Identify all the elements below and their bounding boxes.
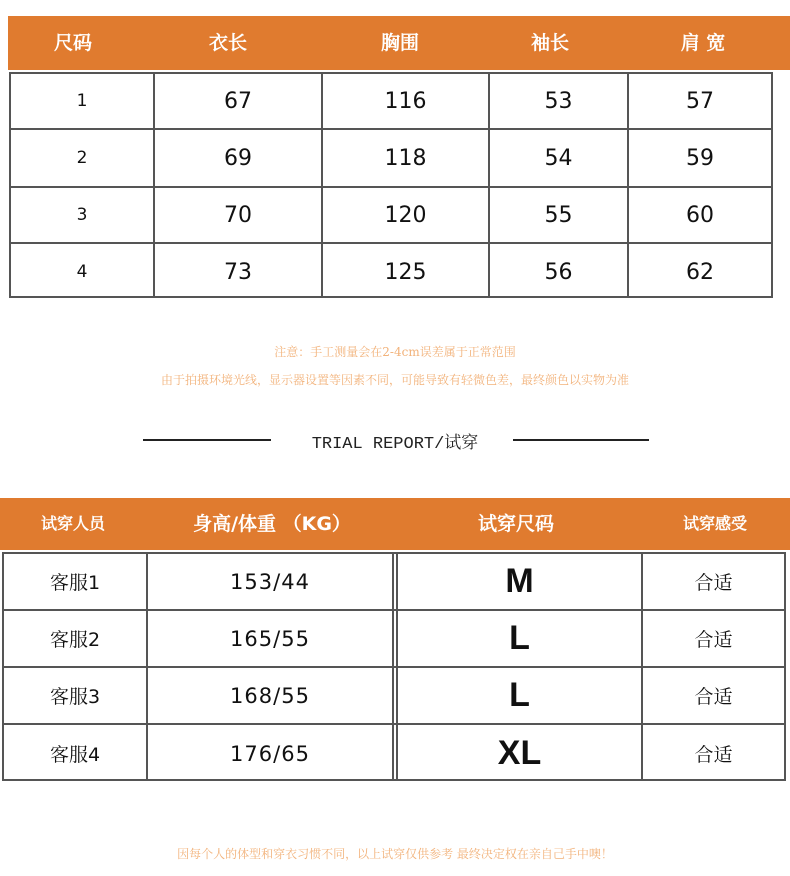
trial-disclaimer: 因每个人的体型和穿衣习惯不同，以上试穿仅供参考 最终决定权在亲自己手中噢！ (177, 847, 613, 861)
sleeve-cell: 55 (544, 202, 573, 228)
feedback-cell: 合适 (694, 629, 733, 651)
chest-cell: 118 (384, 145, 427, 171)
shoulder-cell: 60 (686, 202, 714, 228)
table-row (4, 611, 784, 668)
trial-size-cell: L (509, 619, 530, 657)
size-header-cell: 尺码 (53, 32, 92, 54)
tester-cell: 客服3 (49, 686, 101, 708)
height-weight-cell: 153/44 (230, 569, 310, 594)
feedback-cell: 合适 (694, 744, 733, 766)
trial-header-cell: 试穿人员 (40, 514, 105, 533)
sleeve-cell: 53 (544, 88, 573, 114)
height-weight-cell: 168/55 (230, 683, 310, 708)
table-row (11, 188, 771, 244)
length-cell: 69 (224, 145, 252, 171)
trial-report-title: TRIAL REPORT/试穿 (311, 435, 479, 454)
trial-header-cell: 试穿尺码 (477, 513, 554, 535)
table-row (11, 130, 771, 188)
title-rule-right (513, 439, 649, 441)
table-row (4, 554, 784, 611)
size-header-cell: 袖长 (530, 32, 569, 54)
size-cell: 3 (76, 205, 88, 225)
size-header-cell: 衣长 (208, 32, 247, 54)
height-weight-cell: 165/55 (230, 626, 310, 651)
size-cell: 4 (76, 262, 88, 282)
sleeve-cell: 56 (544, 259, 573, 285)
table-row (4, 725, 784, 782)
trial-size-cell: XL (497, 734, 542, 772)
trial-header-cell: 身高/体重 （KG） (193, 513, 351, 535)
size-table (9, 72, 773, 298)
feedback-cell: 合适 (694, 572, 733, 594)
length-cell: 70 (224, 202, 252, 228)
trial-table-header (0, 498, 790, 550)
table-row (4, 668, 784, 725)
size-header-cell: 胸围 (380, 32, 419, 54)
size-table-header (8, 16, 790, 70)
length-cell: 73 (224, 259, 252, 285)
table-row (11, 74, 771, 130)
table-row (11, 244, 771, 300)
height-weight-cell: 176/65 (230, 741, 310, 766)
shoulder-cell: 59 (686, 145, 714, 171)
tester-cell: 客服1 (49, 572, 101, 594)
size-cell: 1 (76, 91, 88, 111)
sleeve-cell: 54 (544, 145, 573, 171)
length-cell: 67 (224, 88, 252, 114)
shoulder-cell: 62 (686, 259, 714, 285)
tester-cell: 客服4 (49, 744, 101, 766)
trial-size-cell: L (509, 676, 530, 714)
trial-table (2, 552, 786, 781)
size-header-cell: 肩 宽 (680, 32, 726, 54)
color-note: 由于拍摄环境光线，显示器设置等因素不同，可能导致有轻微色差，最终颜色以实物为准 (160, 373, 629, 387)
size-cell: 2 (76, 148, 88, 168)
chest-cell: 125 (384, 259, 427, 285)
tester-cell: 客服2 (49, 629, 101, 651)
trial-header-cell: 试穿感受 (682, 514, 747, 533)
chest-cell: 116 (384, 88, 427, 114)
feedback-cell: 合适 (694, 686, 733, 708)
measurement-note: 注意：手工测量会在2-4cm误差属于正常范围 (274, 345, 516, 359)
chest-cell: 120 (384, 202, 427, 228)
trial-size-cell: M (505, 562, 534, 600)
shoulder-cell: 57 (686, 88, 714, 114)
